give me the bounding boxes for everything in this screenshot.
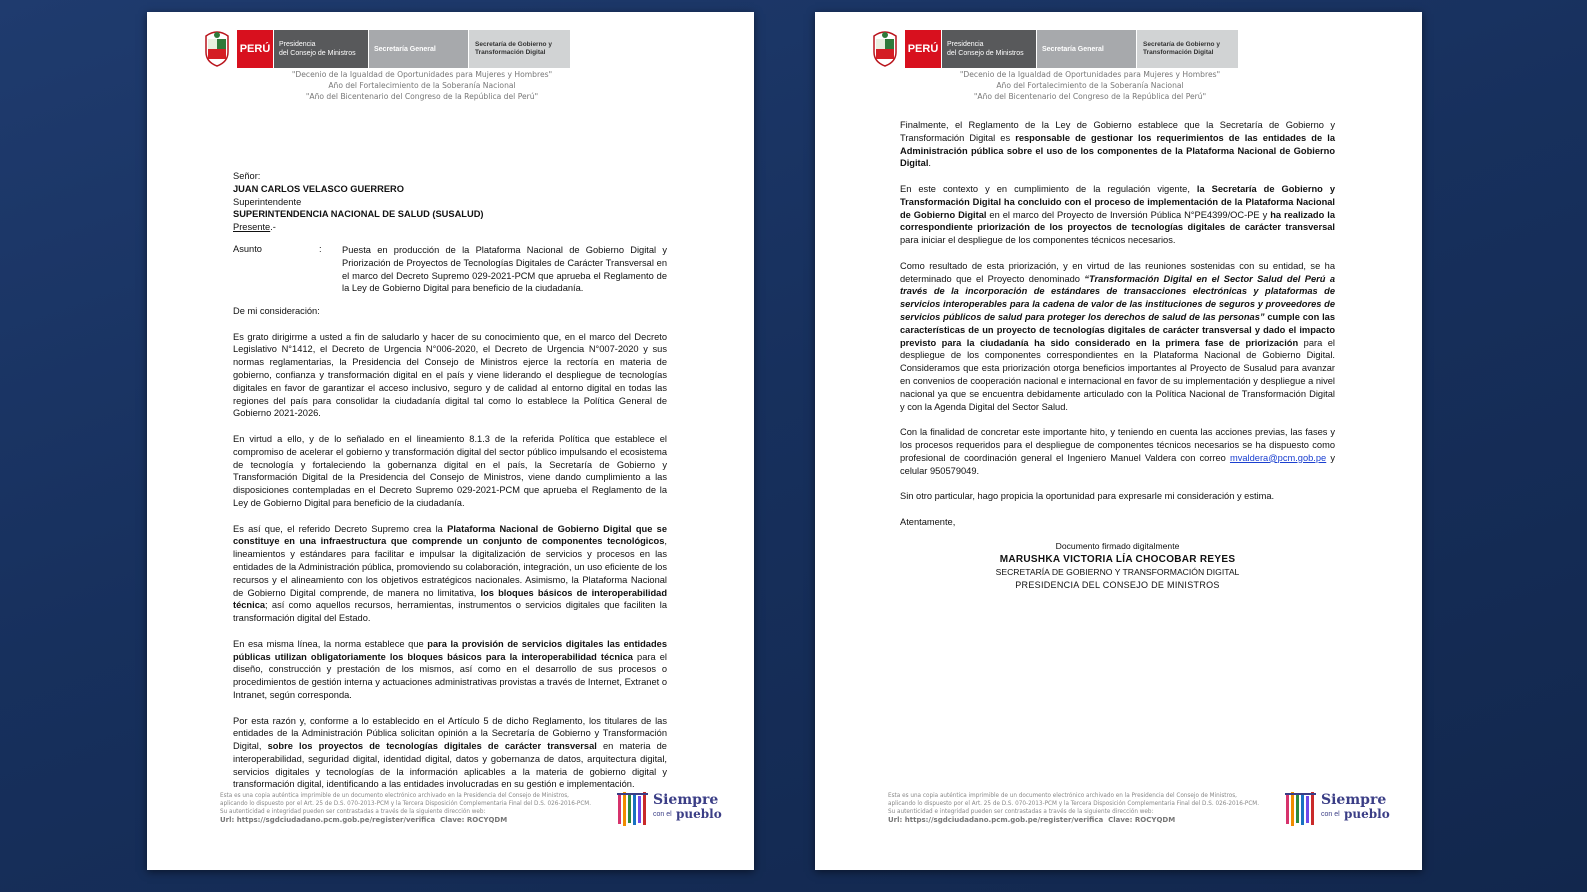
asunto-text: Puesta en producción de la Plataforma Nacional de Gobierno Digital y Priorización de Proyectos de Tecnologías Digitales de Carácter Transversal en el marco del Decreto Supremo 029-2021-PCM que aprueba el Reglamento de la Ley de Gobierno Digital para beneficio de la ciudadanía. <box>342 245 667 294</box>
signer-org: PRESIDENCIA DEL CONSEJO DE MINISTROS <box>1015 580 1220 590</box>
letter-body-2 <box>900 119 1335 541</box>
addressee-block <box>233 170 484 234</box>
paragraph: En virtud a ello, y de lo señalado en el lineamiento 8.1.3 de la referida Política que establece el compromiso de acelerar el gobierno y transformación digital del sector público impulsando el ecosistema de tecnología y fortaleciendo la gobernanza digital en el país, la Secretaría de Gobierno y Transformación Digital de la Presidencia del Consejo de Ministros, viene dando cumplimiento a las disposiciones contempladas en el Decreto Supremo 029-2021-PCM que aprueba el Reglamento de la Ley de Gobierno Digital para beneficio de la ciudadanía. <box>233 433 667 508</box>
paragraph: Sin otro particular, hago propicia la oportunidad para expresarle mi consideración y estima. <box>900 491 1275 502</box>
peru-label: PERÚ <box>905 30 941 68</box>
sgtd-label: Secretaría de Gobierno y Transformación Digital <box>468 30 570 68</box>
paragraph: Con la finalidad de concretar este importante hito, y teniendo en cuenta las acciones previas, las fases y los procesos requeridos para el despliegue de componentes técnicos necesarios se ha dispuesto como profesional de coordinación general el Ingeniero Manuel Valdera con correo mvaldera@pcm.gob.pe y celular 950579049. <box>900 427 1336 476</box>
pcm-label: Presidencia del Consejo de Ministros <box>941 30 1036 68</box>
sgtd-label: Secretaría de Gobierno y Transformación Digital <box>1136 30 1238 68</box>
paragraph: Es grato dirigirme a usted a fin de saludarlo y hacer de su conocimiento que, en el marco del Decreto Legislativo N°1412, el Decreto de Urgencia N°006-2020, el Decreto de Urgencia N°007-2020 y sus normas reglamentarias, la Presidencia del Consejo de Ministros ejerce la rectoría en materia de gobierno, confianza y transformación digital en el país y viene liderando el despliegue de tecnologías digitales en favor de garantizar el acceso inclusivo, seguro y de calidad al entorno digital en todas las regiones del país para consolidar la ciudadanía digital tal como lo establece la Política General de Gobierno 2021-2026. <box>233 331 667 419</box>
letterhead <box>870 30 1238 68</box>
paragraph: Finalmente, el Reglamento de la Ley de Gobierno establece que la Secretaría de Gobierno y Transformación Digital es responsable de gestionar los requerimientos de las entidades de la Administración pública sobre el uso de los componentes de la Plataforma Nacional de Gobierno Digital. <box>900 120 1335 169</box>
verify-url[interactable]: https://sgdciudadano.pcm.gob.pe/register/verifica <box>236 816 436 824</box>
presente: Presente.- <box>233 222 276 233</box>
paragraph: Es así que, el referido Decreto Supremo crea la Plataforma Nacional de Gobierno Digital que se constituye en una infraestructura que comprende un conjunto de componentes tecnológicos, lineamientos y estándares para facilitar e impulsar la digitalización de servicios y procesos en las entidades de la Administración pública, promoviendo su colaboración, integración, un uso eficiente de los recursos y el alineamiento con los objetivos estratégicos nacionales. Asimismo, la Plataforma Nacional de Gobierno Digital comprende, de manera no limitativa, los bloques básicos de interoperabilidad técnica; así como aquellos recursos, herramientas, instrumentos o servicios digitales que faciliten la transformación digital del Estado. <box>233 523 668 624</box>
coat-of-arms-icon <box>202 30 232 68</box>
authenticity-footer: Esta es una copia auténtica imprimible de un documento electrónico archivado en la Presidencia del Consejo de Ministros, aplicando lo dispuesto por el Art. 25 de D.S. 070-2013-PCM y la Tercera Disposición Complementaria Final del D.S. 026-2016-PCM. Su autenticidad e integridad pueden ser contrastadas a través de la siguiente dirección web: Url: https://sgdciudadano.pcm.gob.pe/register/verifica Clave: ROCYQDM <box>888 793 1260 824</box>
letter-page-1 <box>147 12 754 870</box>
signer-office: SECRETARÍA DE GOBIERNO Y TRANSFORMACIÓN DIGITAL <box>995 567 1240 577</box>
paragraph: En esa misma línea, la norma establece que para la provisión de servicios digitales las entidades públicas utilizan obligatoriamente los bloques básicos para la interoperabilidad técnica para el diseño, construcción y prestación de los mismos, así como en el desarrollo de sus procesos o procedimientos de gestión interna y actuaciones administrativas provistas a través de Internet, Extranet o Intranet, según corresponda. <box>233 638 667 700</box>
signature-block <box>900 540 1335 592</box>
pcm-label: Presidencia del Consejo de Ministros <box>273 30 368 68</box>
paragraph: Por esta razón y, conforme a lo establecido en el Artículo 5 de dicho Reglamento, los titulares de las entidades de la Administración Pública solicitan opinión a la Secretaría de Gobierno y Transformación Digital, sobre los proyectos de tecnologías digitales de carácter transversal en materia de interoperabilidad, seguridad digital, identidad digital, datos y gobernanza de datos, arquitectura digital, servicios digitales y tecnologías de la información aplicables a la materia de gobierno digital y transformación digital, identificando a las entidades involucradas en su gestión e implementación. <box>233 715 667 790</box>
signature-note: Documento firmado digitalmente <box>1055 541 1180 551</box>
authenticity-footer: Esta es una copia auténtica imprimible de un documento electrónico archivado en la Presidencia del Consejo de Ministros, aplicando lo dispuesto por el Art. 25 de D.S. 070-2013-PCM y la Tercera Disposición Complementaria Final del D.S. 026-2016-PCM. Su autenticidad e integridad pueden ser contrastadas a través de la siguiente dirección web: Url: https://sgdciudadano.pcm.gob.pe/register/verifica Clave: ROCYQDM <box>220 793 592 824</box>
addressee-org: SUPERINTENDENCIA NACIONAL DE SALUD (SUSALUD) <box>233 209 484 220</box>
siempre-con-el-pueblo-logo: Siempre con el pueblo <box>617 788 722 830</box>
letter-page-2 <box>815 12 1422 870</box>
decenio-block: "Decenio de la Igualdad de Oportunidades para Mujeres y Hombres" Año del Fortalecimiento de la Soberanía Nacional "Año del Bicentenario del Congreso de la República del Perú" <box>291 70 553 101</box>
letter-body-1 <box>233 305 667 804</box>
pueblo-bars-icon <box>1285 790 1319 828</box>
pueblo-bars-icon <box>617 790 651 828</box>
greeting: De mi consideración: <box>233 306 320 316</box>
sg-label: Secretaría General <box>1036 30 1136 68</box>
closing: Atentamente, <box>900 516 956 527</box>
paragraph: En este contexto y en cumplimiento de la regulación vigente, la Secretaría de Gobierno y Transformación Digital ha concluido con el proceso de implementación de la Plataforma Nacional de Gobierno Digital en el marco del Proyecto de Inversión Pública N°PE4399/OC-PE y ha realizado la correspondiente priorización de los proyectos de tecnologías digitales de carácter transversal para iniciar el despliegue de los componentes técnicos necesarios. <box>900 183 1335 246</box>
peru-label: PERÚ <box>237 30 273 68</box>
coat-of-arms-icon <box>870 30 900 68</box>
decenio-block: "Decenio de la Igualdad de Oportunidades para Mujeres y Hombres" Año del Fortalecimiento de la Soberanía Nacional "Año del Bicentenario del Congreso de la República del Perú" <box>959 70 1221 101</box>
email-link[interactable]: mvaldera@pcm.gob.pe <box>1229 452 1327 463</box>
siempre-con-el-pueblo-logo: Siempre con el pueblo <box>1285 788 1390 830</box>
verify-url[interactable]: https://sgdciudadano.pcm.gob.pe/register/verifica <box>904 816 1104 824</box>
addressee-name: JUAN CARLOS VELASCO GUERRERO <box>233 183 404 194</box>
signer-name: MARUSHKA VICTORIA LÍA CHOCOBAR REYES <box>999 554 1236 565</box>
asunto-colon: : <box>319 244 322 254</box>
letterhead <box>202 30 570 68</box>
asunto-label: Asunto <box>233 244 262 254</box>
salutation: Señor: <box>233 171 261 181</box>
sg-label: Secretaría General <box>368 30 468 68</box>
addressee-role: Superintendente <box>233 196 302 207</box>
paragraph: Como resultado de esta priorización, y en virtud de las reuniones sostenidas con su entidad, se ha determinado que el Proyecto denominado “Transformación Digital en el Sector Salud del Perú a través de la incorporación de estándares de transacciones electrónicas y plataformas de servicios interoperables para la cadena de valor de las instituciones de seguros y proveedores de servicios públicos de salud para proteger los derechos de salud de las personas” cumple con las características de un proyecto de tecnologías digitales de carácter transversal y dado el impacto previsto para la ciudadanía ha sido considerado en la primera fase de priorización para el despliegue de los componentes correspondientes en la Plataforma Nacional de Gobierno Digital. Consideramos que esta priorización otorga beneficios importantes al Proyecto de Susalud para avanzar en convenios de cooperación nacional e internacional en favor de su implementación y despliegue a nivel nacional ya que se encuentra debidamente articulado con la Política Nacional de Transformación Digital y con la Agenda Digital del Sector Salud. <box>900 260 1336 412</box>
